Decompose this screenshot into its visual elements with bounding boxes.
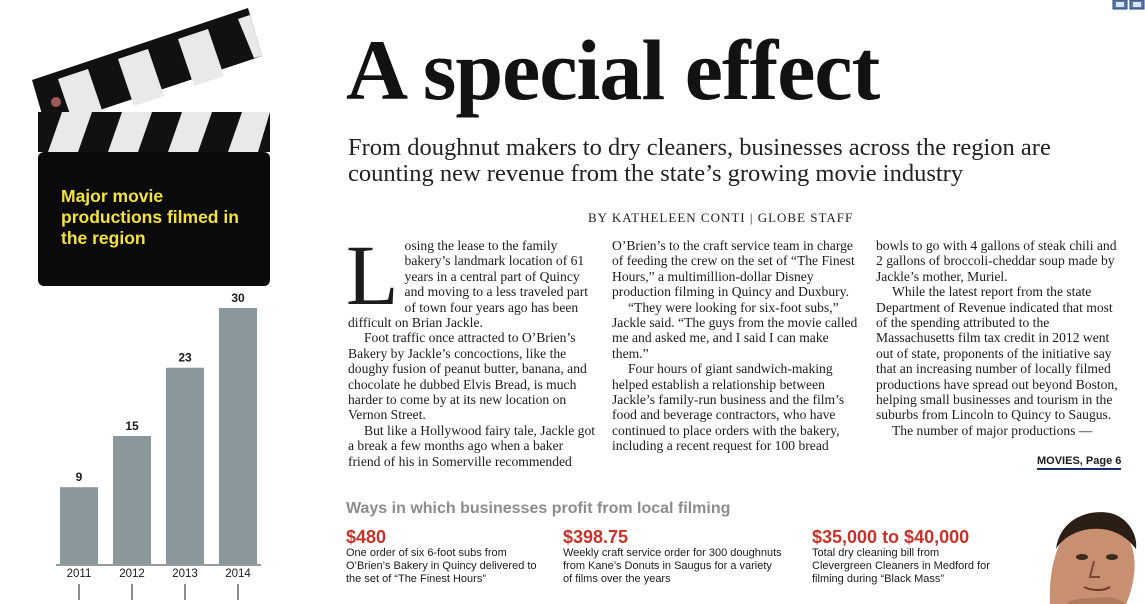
article-column-2 [612,238,860,454]
ways-amount: $480 [346,527,387,547]
ways-description: Weekly craft service order for 300 doughnuts from Kane’s Donuts in Saugus for a variety of films over the years [563,547,782,585]
article-paragraph: bowls to go with 4 gallons of steak chili and 2 gallons of broccoli-cheddar soup made by Jackle’s mother, Muriel. [876,238,1117,284]
chart-data-label: 15 [125,419,139,433]
headline: A special effect [346,22,880,118]
chart-bar [166,368,204,564]
chart-bar [219,308,257,564]
bar-chart [40,288,290,604]
article-paragraph: “They were looking for six-foot subs,” Jackle said. “The guys from the movie called me and asked me, and I said I can make them.” [612,299,858,361]
chart-data-label: 23 [178,350,192,365]
chart-bar [60,487,98,564]
ways-description: Total dry cleaning bill from Clevergreen Cleaners in Medford for filming during “Black Mass” [812,547,990,585]
ways-description: One order of six 6-foot subs from O’Brien’s Bakery in Quincy delivered to the set of “The Finest Hours” [346,547,537,585]
chart-tick-label: 2013 [172,568,198,580]
drop-cap: L [346,227,399,323]
corner-icons[interactable] [1112,0,1145,10]
article-paragraph: While the latest report from the state Department of Revenue indicated that most of the spending attributed to the Massachusetts film tax credit in 2012 went out of state, proponents of the initiative say that an increasing number of locally filmed productions have spread out beyond Boston, helping small businesses and tourism in the suburbs from Lincoln to Quincy to Saugus. [876,284,1118,423]
ways-amount: $398.75 [563,527,629,547]
article-paragraph: Foot traffic once attracted to O’Brien’s Bakery by Jackle’s concoctions, like the doughy fusion of peanut butter, banana, and chocolate he dubbed Elvis Bread, is much harder to come by at its new location on Vernon Street. [348,330,587,423]
byline: BY KATHELEEN CONTI | GLOBE STAFF [588,210,854,225]
chart-bar [113,436,151,564]
chart-data-label: 30 [231,291,245,305]
article-paragraph: The number of major productions — [892,422,1093,438]
chart-data-label: 9 [75,470,83,485]
chart-caption: Major movie productions filmed in the region [61,186,239,248]
clapper-arm [32,8,262,128]
ways-section-title: Ways in which businesses profit from local filming [346,500,731,517]
chart-tick-label: 2012 [119,568,145,580]
actor-photo [1030,505,1145,604]
ways-amount: $35,000 to $40,000 [812,527,970,547]
chart-tick-label: 2014 [225,568,251,580]
article-column-1 [346,227,596,469]
continued-jump-link[interactable]: MOVIES, Page 6 [1037,455,1121,470]
article-paragraph: Losing the lease to the family bakery’s landmark location of 61 years in a central part of Quincy and moving to a less traveled part of town four years ago has been difficult on Brian Jackle. [346,227,589,331]
article-paragraph: O’Brien’s to the craft service team in charge of feeding the crew on the set of “The Finest Hours,” a multimillion-dollar Disney production filming in Quincy and Duxbury. [612,238,855,300]
clapper-stripe-bar [38,112,270,152]
chart-tick-label: 2011 [66,568,92,580]
article-column-3 [876,238,1126,438]
subheadline: From doughnut makers to dry cleaners, businesses across the region are counting new revenue from the state’s growing movie industry [348,134,1051,187]
article-paragraph: Four hours of giant sandwich-making helped establish a relationship between Jackle’s family-run business and the film’s food and beverage contractors, who have continued to place orders with the bakery, including a recent request for 100 bread [612,361,845,454]
article-paragraph: But like a Hollywood fairy tale, Jackle got a break a few months ago when a baker friend of his in Somerville recommended [348,422,596,469]
